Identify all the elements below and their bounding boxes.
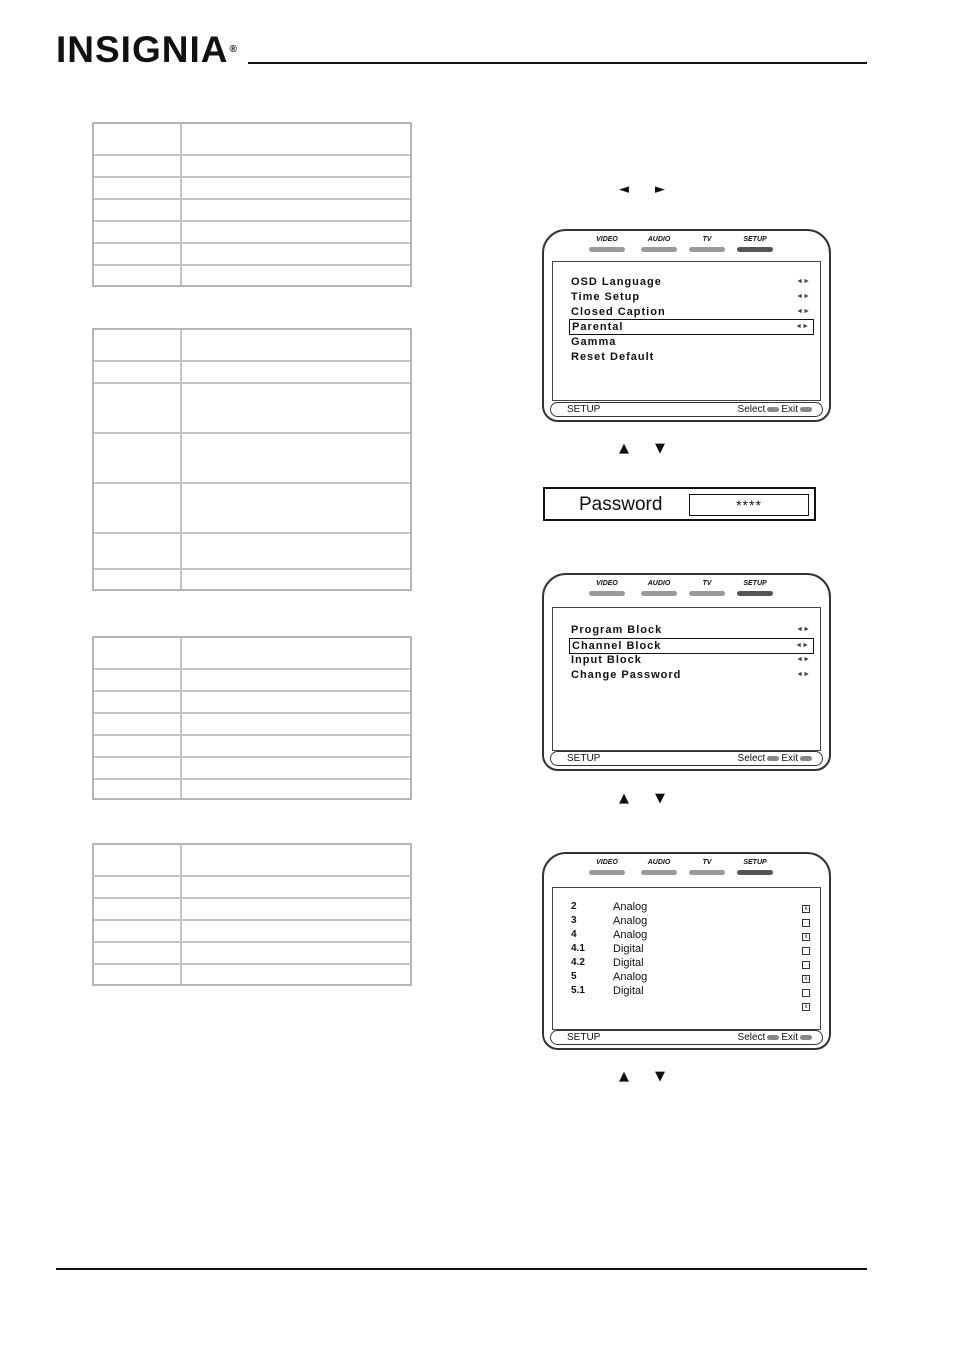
- table-cell: [94, 330, 182, 360]
- channel-number: 4.2: [571, 957, 585, 968]
- menu-item-closed-caption[interactable]: Closed Caption ◄►: [571, 306, 810, 318]
- empty-table-2: [92, 328, 412, 591]
- menu-item-input-block[interactable]: Input Block ◄►: [571, 654, 810, 666]
- status-select: Select: [737, 404, 766, 415]
- tab-video[interactable]: VIDEO: [584, 235, 630, 252]
- menu-button-icon: [800, 407, 812, 412]
- block-checkbox[interactable]: x: [802, 905, 810, 913]
- empty-table-4: [92, 843, 412, 986]
- menu-button-icon: [800, 1035, 812, 1040]
- table-row: [94, 432, 410, 482]
- table-row: [94, 897, 410, 919]
- menu-item-osd-language[interactable]: OSD Language ◄►: [571, 276, 810, 288]
- table-cell: [94, 758, 182, 778]
- channel-type: Analog: [613, 971, 648, 983]
- table-cell: [94, 362, 182, 382]
- tab-setup[interactable]: SETUP: [732, 235, 778, 252]
- table-row: [94, 220, 410, 242]
- table-cell: [94, 638, 182, 668]
- table-cell: [94, 877, 182, 897]
- table-row: [94, 154, 410, 176]
- tab-audio[interactable]: AUDIO: [636, 579, 682, 596]
- table-row: [94, 941, 410, 963]
- table-cell: [182, 845, 410, 875]
- table-cell: [182, 899, 410, 919]
- empty-table-3: [92, 636, 412, 800]
- status-exit: Exit: [781, 753, 798, 764]
- left-right-arrows-icon: ◄►: [796, 671, 810, 678]
- table-cell: [182, 570, 410, 589]
- table-cell: [94, 714, 182, 734]
- status-exit: Exit: [781, 404, 798, 415]
- tv-setup-menu: [542, 229, 831, 422]
- select-button-icon: [767, 1035, 779, 1040]
- block-checkbox[interactable]: x: [802, 933, 810, 941]
- up-arrow-icon: ▲: [619, 1069, 629, 1084]
- table-cell: [94, 434, 182, 482]
- table-cell: [182, 965, 410, 984]
- table-cell: [182, 758, 410, 778]
- table-cell: [182, 534, 410, 568]
- tab-audio[interactable]: AUDIO: [636, 235, 682, 252]
- table-row: [94, 568, 410, 589]
- tab-tv[interactable]: TV: [684, 858, 730, 875]
- channel-row[interactable]: [571, 914, 812, 928]
- down-arrow-icon: ▼: [655, 791, 665, 806]
- table-cell: [94, 921, 182, 941]
- table-cell: [182, 780, 410, 798]
- status-select: Select: [737, 753, 766, 764]
- block-checkbox[interactable]: [802, 919, 810, 927]
- table-cell: [182, 714, 410, 734]
- table-cell: [94, 384, 182, 432]
- table-cell: [94, 736, 182, 756]
- channel-number: 2: [571, 901, 577, 912]
- channel-type: Analog: [613, 929, 648, 941]
- channel-type: Analog: [613, 901, 648, 913]
- password-label: Password: [579, 494, 663, 515]
- status-bar: [550, 402, 823, 417]
- channel-number: 4.1: [571, 943, 585, 954]
- table-cell: [182, 670, 410, 690]
- table-cell: [182, 692, 410, 712]
- table-row: [94, 690, 410, 712]
- status-setup: SETUP: [567, 753, 601, 764]
- tab-audio[interactable]: AUDIO: [636, 858, 682, 875]
- table-cell: [94, 124, 182, 154]
- left-right-arrows-icon: ◄►: [795, 323, 809, 330]
- channel-number: 3: [571, 915, 577, 926]
- channel-type: Digital: [613, 985, 644, 997]
- table-row: [94, 482, 410, 532]
- up-arrow-icon: ▲: [619, 441, 629, 456]
- table-cell: [94, 222, 182, 242]
- table-cell: [94, 156, 182, 176]
- table-row: [94, 198, 410, 220]
- channel-type: Digital: [613, 943, 644, 955]
- tab-tv[interactable]: TV: [684, 235, 730, 252]
- left-right-arrows-icon: ◄►: [795, 642, 809, 649]
- table-row: [94, 330, 410, 360]
- status-select: Select: [737, 1032, 766, 1043]
- table-cell: [94, 670, 182, 690]
- tab-setup[interactable]: SETUP: [732, 579, 778, 596]
- brand-name: INSIGNIA: [56, 29, 229, 70]
- block-checkbox[interactable]: x: [802, 975, 810, 983]
- password-field[interactable]: ****: [689, 494, 809, 516]
- down-arrow-icon: ▼: [655, 441, 665, 456]
- tab-tv[interactable]: TV: [684, 579, 730, 596]
- channel-list-panel: [552, 887, 821, 1030]
- table-cell: [94, 484, 182, 532]
- table-row: [94, 778, 410, 798]
- channel-number: 5: [571, 971, 577, 982]
- table-row: [94, 734, 410, 756]
- table-row: [94, 875, 410, 897]
- tv-tabs: [584, 235, 784, 259]
- table-cell: [94, 845, 182, 875]
- select-button-icon: [767, 756, 779, 761]
- block-checkbox[interactable]: [802, 961, 810, 969]
- table-cell: [94, 780, 182, 798]
- table-cell: [182, 124, 410, 154]
- table-cell: [94, 570, 182, 589]
- table-row: [94, 360, 410, 382]
- menu-item-gamma[interactable]: Gamma: [571, 336, 617, 348]
- channel-row[interactable]: [571, 970, 812, 984]
- channel-row[interactable]: [571, 928, 812, 942]
- table-cell: [182, 943, 410, 963]
- table-cell: [182, 222, 410, 242]
- table-cell: [94, 178, 182, 198]
- tab-setup[interactable]: SETUP: [732, 858, 778, 875]
- table-row: [94, 532, 410, 568]
- table-cell: [182, 384, 410, 432]
- down-arrow-icon: ▼: [655, 1069, 665, 1084]
- channel-row[interactable]: [571, 900, 812, 914]
- status-setup: SETUP: [567, 1032, 601, 1043]
- left-right-arrows-icon: ◄►: [796, 626, 810, 633]
- table-row: [94, 668, 410, 690]
- channel-row[interactable]: [571, 942, 812, 956]
- right-arrow-icon: ►: [655, 182, 665, 197]
- table-row: [94, 963, 410, 984]
- table-cell: [182, 330, 410, 360]
- footer-rule: [56, 1268, 867, 1270]
- channel-type: Analog: [613, 915, 648, 927]
- channel-number: 4: [571, 929, 577, 940]
- brand-logo: [56, 30, 238, 70]
- registered-mark: ®: [229, 44, 238, 55]
- block-checkbox[interactable]: [802, 947, 810, 955]
- table-cell: [182, 638, 410, 668]
- menu-item-time-setup[interactable]: Time Setup ◄►: [571, 291, 810, 303]
- table-cell: [94, 534, 182, 568]
- table-cell: [182, 736, 410, 756]
- table-row: [94, 176, 410, 198]
- left-arrow-icon: ◄: [619, 182, 629, 197]
- menu-item-change-password[interactable]: Change Password ◄►: [571, 669, 810, 681]
- table-cell: [182, 244, 410, 264]
- status-bar: [550, 751, 823, 766]
- table-cell: [94, 692, 182, 712]
- tv-parental-menu: [542, 573, 831, 771]
- menu-item-program-block[interactable]: Program Block ◄►: [571, 624, 810, 636]
- table-cell: [94, 965, 182, 984]
- parental-menu-panel: [552, 607, 821, 751]
- menu-item-reset-default[interactable]: Reset Default: [571, 351, 655, 363]
- password-dialog: [543, 487, 816, 521]
- status-bar: [550, 1030, 823, 1045]
- table-cell: [94, 899, 182, 919]
- table-row: [94, 382, 410, 432]
- status-setup: SETUP: [567, 404, 601, 415]
- left-right-arrows-icon: ◄►: [796, 308, 810, 315]
- table-row: [94, 919, 410, 941]
- block-checkbox[interactable]: x: [802, 1003, 810, 1011]
- table-row: [94, 756, 410, 778]
- left-right-arrows-icon: ◄►: [796, 656, 810, 663]
- table-row: [94, 242, 410, 264]
- table-cell: [182, 362, 410, 382]
- table-row: [94, 638, 410, 668]
- menu-item-parental[interactable]: Parental ◄►: [569, 319, 814, 335]
- table-cell: [182, 200, 410, 220]
- setup-menu-panel: [552, 261, 821, 401]
- table-cell: [182, 156, 410, 176]
- channel-type: Digital: [613, 957, 644, 969]
- tab-video[interactable]: VIDEO: [584, 858, 630, 875]
- table-cell: [94, 244, 182, 264]
- menu-item-channel-block[interactable]: Channel Block ◄►: [569, 638, 814, 654]
- tv-tabs: [584, 858, 784, 882]
- table-cell: [94, 200, 182, 220]
- table-cell: [94, 943, 182, 963]
- tab-video[interactable]: VIDEO: [584, 579, 630, 596]
- table-cell: [182, 921, 410, 941]
- block-checkbox[interactable]: [802, 989, 810, 997]
- select-button-icon: [767, 407, 779, 412]
- menu-button-icon: [800, 756, 812, 761]
- tv-channel-list: [542, 852, 831, 1050]
- empty-table-1: [92, 122, 412, 287]
- left-right-arrows-icon: ◄►: [796, 293, 810, 300]
- table-cell: [182, 434, 410, 482]
- table-row: [94, 264, 410, 285]
- table-row: [94, 712, 410, 734]
- channel-number: 5.1: [571, 985, 585, 996]
- up-arrow-icon: ▲: [619, 791, 629, 806]
- table-row: [94, 124, 410, 154]
- status-exit: Exit: [781, 1032, 798, 1043]
- tv-tabs: [584, 579, 784, 603]
- table-cell: [182, 266, 410, 285]
- table-row: [94, 845, 410, 875]
- left-right-arrows-icon: ◄►: [796, 278, 810, 285]
- table-cell: [182, 484, 410, 532]
- table-cell: [94, 266, 182, 285]
- header-rule: [248, 62, 867, 64]
- channel-row[interactable]: [571, 984, 812, 998]
- channel-row[interactable]: [571, 956, 812, 970]
- table-cell: [182, 877, 410, 897]
- table-cell: [182, 178, 410, 198]
